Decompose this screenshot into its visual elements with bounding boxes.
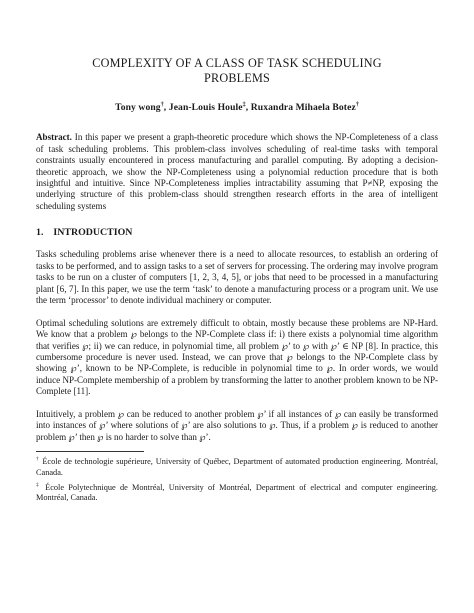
author-affiliation-mark: ‡ — [242, 102, 246, 108]
section-number: 1. — [36, 227, 44, 239]
footnote-divider — [36, 451, 144, 452]
intro-paragraph-1: Tasks scheduling problems arise whenever there is a need to allocate resources, to establish an ordering of tasks to be performed, and to assign tasks to a set of servers for processing. The ordering may involve program tasks to be run on a cluster of computers [1, 2, 3, 4, 5], or jobs that need to be processed in a manufacturing plant [6, 7]. In this paper, we use the term ‘task’ to denote a manufacturing process or a program unit. We use the term ‘processor’ to denote individual machinery or computer. — [36, 249, 438, 306]
author-name: Jean-Louis Houle — [168, 102, 243, 114]
author-affiliation-mark: † — [355, 102, 359, 108]
footnote-1 — [36, 454, 438, 478]
author-name: Ruxandra Mihaela Botez — [250, 102, 356, 114]
paper-title: COMPLEXITY OF A CLASS OF TASK SCHEDULING PROBLEMS — [92, 56, 382, 85]
footnote-2-mark: ‡ — [36, 482, 41, 489]
intro-paragraph-3: Intuitively, a problem ℘ can be reduced to another problem ℘’ if all instances of ℘ can easily be transformed into instances of ℘’ where solutions of ℘’ are also solutions to ℘. Thus, if a problem ℘ is reduced to another problem ℘’ then ℘ is no harder to solve than ℘’. — [36, 408, 438, 442]
author-separator: , — [245, 102, 251, 114]
abstract — [36, 132, 438, 212]
author-list — [36, 102, 438, 113]
abstract-text: In this paper we present a graph-theoretic procedure which shows the NP-Completeness of a class of task scheduling problems. This problem-class involves scheduling of real-time tasks with temporal constraints usually encountered in process manufacturing and parallel computing. By adopting a decision-theoretic approach, we show the NP-Completeness using a polynomial reduction procedure that is both insightful and intuitive. Since NP-Completeness implies intractability assuming that P≠NP, exposing the underlying structure of this problem-class should strengthen research efforts in the area of intelligent scheduling systems — [36, 132, 438, 211]
intro-paragraph-2: Optimal scheduling solutions are extremely difficult to obtain, mostly because these problems are NP-Hard. We know that a problem ℘ belongs to the NP-Complete class if: i) there exists a polynomial time algorithm that verifies ℘; ii) we can reduce, in polynomial time, all problem ℘’ to ℘ with ℘’ ∈ NP [8]. In practice, this cumbersome procedure is never used. Instead, we can prove that ℘ belongs to the NP-Complete class by showing ℘’, known to be NP-Complete, is reducible in polynomial time to ℘. In order words, we would induce NP-Complete membership of a problem by transforming the latter to another problem known to be NP-Complete [11]. — [36, 317, 438, 397]
author-name: Tony wong — [115, 102, 161, 114]
footnote-2-text: École Polytechnique de Montréal, University of Montréal, Department of electrical and computer engineering. Montréal, Canada. — [36, 482, 438, 503]
section-title: INTRODUCTION — [53, 227, 133, 239]
author-separator: , — [163, 102, 169, 114]
footnote-2 — [36, 480, 438, 504]
abstract-label: Abstract. — [36, 132, 72, 143]
author-affiliation-mark: † — [160, 102, 164, 108]
section-heading — [36, 227, 438, 238]
footnote-1-text: École de technologie supérieure, University of Québec, Department of automated production engineering. Montréal, Canada. — [36, 456, 439, 477]
footnote-1-mark: † — [36, 456, 40, 463]
